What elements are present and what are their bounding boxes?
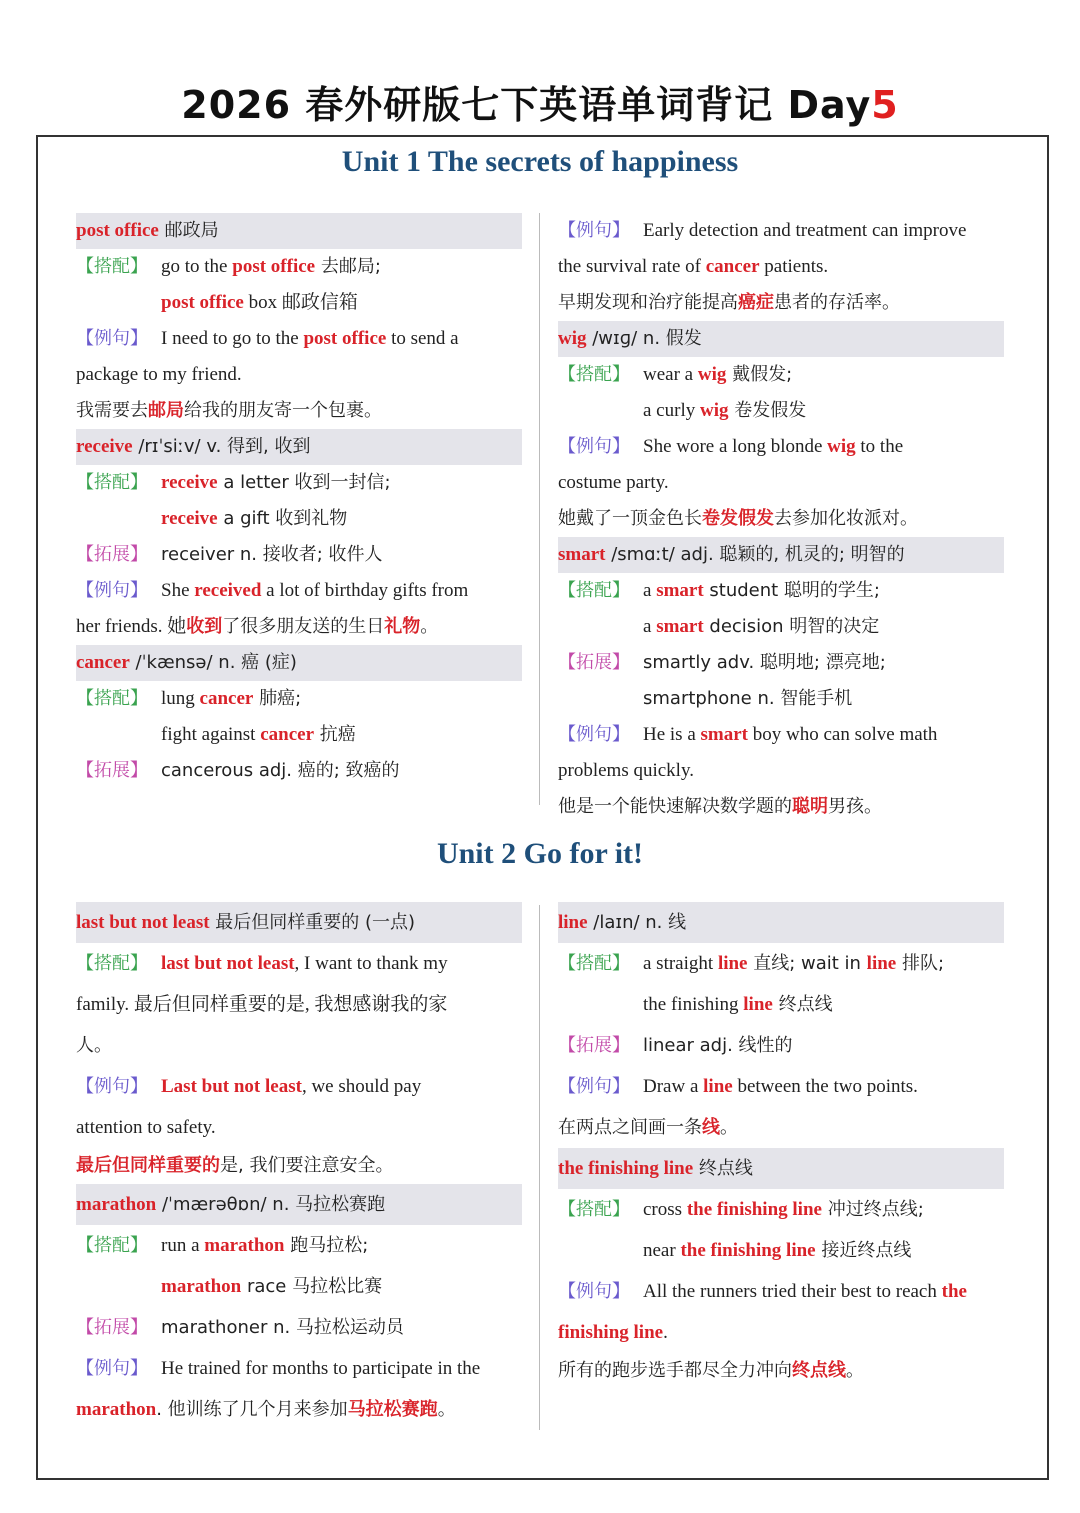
example-sentence-cont: finishing line.: [558, 1322, 668, 1343]
unit-1-divider: [539, 213, 540, 805]
extension: 【拓展】 cancerous adj. 癌的; 致癌的: [76, 760, 400, 781]
example-sentence-cont: package to my friend.: [76, 364, 242, 385]
unit-1-right-column: [558, 213, 1004, 825]
collocation: 【搭配】 receive a letter 收到一封信;: [76, 472, 391, 493]
example-sentence-cont: problems quickly.: [558, 760, 694, 781]
extension: 【拓展】 smartly adv. 聪明地; 漂亮地;: [558, 652, 886, 673]
collocation: 【搭配】 cross the finishing line 冲过终点线;: [558, 1199, 924, 1220]
collocation: 【搭配】 wear a wig 戴假发;: [558, 364, 793, 385]
collocation: 【搭配】 a smart student 聪明的学生;: [558, 580, 880, 601]
headword-the-finishing-line: the finishing line 终点线: [558, 1148, 1004, 1189]
collocation: receive a gift 收到礼物: [161, 508, 348, 529]
extension: 【拓展】 receiver n. 接收者; 收件人: [76, 544, 383, 565]
example-sentence: 【例句】 She wore a long blonde wig to the: [558, 436, 904, 457]
example-translation: 我需要去邮局给我的朋友寄一个包裹。: [76, 400, 382, 421]
headword-smart: smart /smɑːt/ adj. 聪颖的, 机灵的; 明智的: [558, 537, 1004, 573]
example-sentence-cont: the survival rate of cancer patients.: [558, 256, 829, 277]
example-sentence-cont: marathon. 他训练了几个月来参加马拉松赛跑。: [76, 1399, 456, 1420]
collocation: 【搭配】 lung cancer 肺癌;: [76, 688, 302, 709]
example-sentence: 【例句】 Last but not least, we should pay: [76, 1076, 422, 1097]
example-sentence: 【例句】 She received a lot of birthday gifts from: [76, 580, 469, 601]
example-translation: 早期发现和治疗能提高癌症患者的存活率。: [558, 292, 900, 313]
headword-wig: wig /wɪɡ/ n. 假发: [558, 321, 1004, 357]
headword-post-office: post office 邮政局: [76, 213, 522, 249]
collocation: 【搭配】 go to the post office 去邮局;: [76, 256, 381, 277]
extension-cont: smartphone n. 智能手机: [643, 688, 853, 709]
example-sentence-cont: costume party.: [558, 472, 669, 493]
headword-receive: receive /rɪˈsiːv/ v. 得到, 收到: [76, 429, 522, 465]
headword-cancer: cancer /ˈkænsə/ n. 癌 (症): [76, 645, 522, 681]
collocation: near the finishing line 接近终点线: [643, 1240, 912, 1261]
collocation: the finishing line 终点线: [643, 994, 833, 1015]
unit-1-title: Unit 1 The secrets of happiness: [341, 145, 739, 178]
unit-2-divider: [539, 905, 540, 1430]
collocation: 【搭配】 a straight line 直线; wait in line 排队;: [558, 953, 945, 974]
example-sentence: 【例句】 Early detection and treatment can improve: [558, 220, 967, 241]
collocation: 【搭配】 run a marathon 跑马拉松;: [76, 1235, 369, 1256]
headword-marathon: marathon /ˈmærəθɒn/ n. 马拉松赛跑: [76, 1184, 522, 1225]
example-translation: 最后但同样重要的是, 我们要注意安全。: [76, 1155, 394, 1176]
collocation: marathon race 马拉松比赛: [161, 1276, 383, 1297]
example-translation: 他是一个能快速解决数学题的聪明男孩。: [558, 796, 882, 817]
example-sentence-cont: her friends. 她收到了很多朋友送的生日礼物。: [76, 616, 439, 637]
unit-2-title: Unit 2 Go for it!: [436, 837, 644, 870]
collocation: a curly wig 卷发假发: [643, 400, 807, 421]
collocation: 【搭配】 last but not least, I want to thank my: [76, 953, 448, 974]
example-sentence: 【例句】 He trained for months to participate in the: [76, 1358, 481, 1379]
example-translation: 所有的跑步选手都尽全力冲向终点线。: [558, 1360, 864, 1381]
collocation: a smart decision 明智的决定: [643, 616, 880, 637]
unit-1-left-column: [76, 213, 522, 789]
extension: 【拓展】 marathoner n. 马拉松运动员: [76, 1317, 404, 1338]
extension: 【拓展】 linear adj. 线性的: [558, 1035, 793, 1056]
example-sentence: 【例句】 Draw a line between the two points.: [558, 1076, 918, 1097]
example-sentence-cont: attention to safety.: [76, 1117, 216, 1138]
example-translation: 在两点之间画一条线。: [558, 1117, 738, 1138]
headword-line: line /laɪn/ n. 线: [558, 902, 1004, 943]
example-translation: 她戴了一顶金色长卷发假发去参加化妆派对。: [558, 508, 918, 529]
example-sentence: 【例句】 He is a smart boy who can solve math: [558, 724, 938, 745]
unit-2-left-column: [76, 902, 522, 1430]
headword-last-but-not-least: last but not least 最后但同样重要的 (一点): [76, 902, 522, 943]
unit-2-right-column: [558, 902, 1004, 1389]
collocation-cont: 人。: [76, 1035, 112, 1056]
collocation: post office box 邮政信箱: [161, 292, 358, 313]
collocation-cont: family. 最后但同样重要的是, 我想感谢我的家: [76, 994, 448, 1015]
example-sentence: 【例句】 I need to go to the post office to send a: [76, 328, 459, 349]
page-title: 2026 春外研版七下英语单词背记 Day5: [181, 83, 899, 127]
collocation: fight against cancer 抗癌: [161, 724, 356, 745]
example-sentence: 【例句】 All the runners tried their best to reach the: [558, 1281, 967, 1302]
